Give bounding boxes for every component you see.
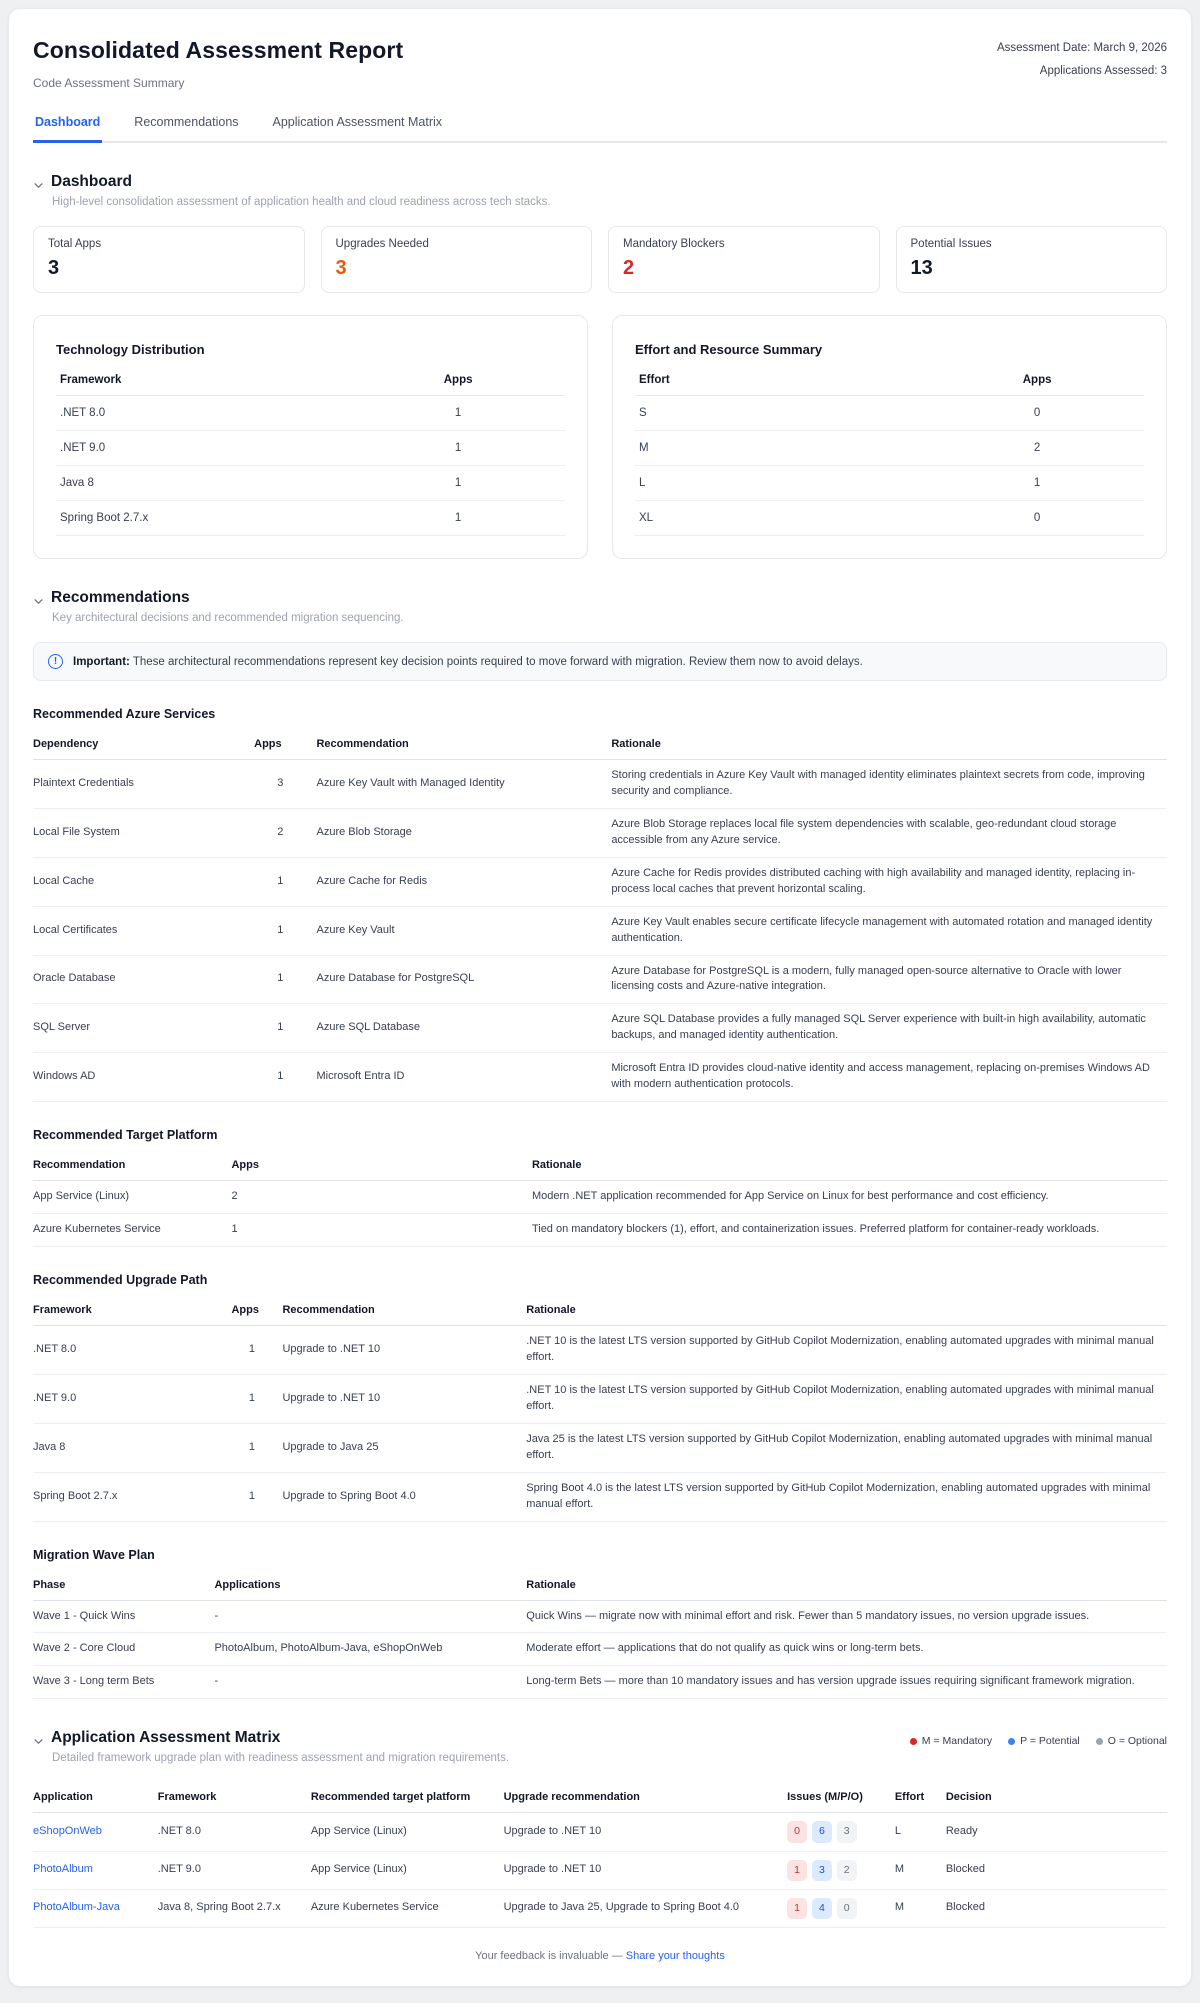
apps-cell: 1 — [254, 1004, 316, 1053]
apps-cell: 3 — [254, 760, 316, 809]
table-row — [56, 501, 565, 536]
table-row — [33, 1666, 1167, 1699]
recommendation-cell: Upgrade to .NET 10 — [282, 1326, 526, 1375]
report-card — [8, 8, 1192, 1987]
framework-cell: .NET 8.0 — [56, 396, 351, 431]
target-platform-table — [33, 1150, 1167, 1247]
framework-cell: .NET 8.0 — [158, 1813, 311, 1851]
upgrade-cell: Upgrade to .NET 10 — [504, 1813, 788, 1851]
table-row — [56, 431, 565, 466]
apps-cell: 1 — [351, 396, 565, 431]
table-row — [33, 906, 1167, 955]
rationale-cell: Long-term Bets — more than 10 mandatory issues and has version upgrade issues requiring significant framework migration. — [526, 1666, 1167, 1699]
recommendation-cell: Azure Key Vault — [316, 906, 611, 955]
issues-cell — [787, 1889, 895, 1927]
dependency-cell: Oracle Database — [33, 955, 254, 1004]
column-header: Dependency — [33, 729, 254, 760]
stat-value: 2 — [623, 257, 635, 279]
column-header: Effort — [895, 1782, 946, 1813]
rationale-cell: Microsoft Entra ID provides cloud-native identity and access management, replacing on-premises Windows AD with modern authentication protocols. — [611, 1053, 1167, 1102]
table-row — [33, 1181, 1167, 1214]
issues-cell — [787, 1813, 895, 1851]
platform-cell: App Service (Linux) — [311, 1851, 504, 1889]
rationale-cell: .NET 10 is the latest LTS version supported by GitHub Copilot Modernization, enabling automated upgrades with minimal manual effort. — [526, 1374, 1167, 1423]
applications-assessed: Applications Assessed: 3 — [1039, 65, 1167, 77]
rationale-cell: Azure Key Vault enables secure certificate lifecycle management with automated rotation and managed identity authentication. — [611, 906, 1167, 955]
recommendations-section-title: Recommendations — [51, 589, 190, 606]
stat-label: Mandatory Blockers — [623, 238, 725, 250]
banner-label: Important: — [73, 655, 130, 668]
column-header: Apps — [254, 729, 316, 760]
stat-label: Total Apps — [48, 238, 102, 250]
framework-cell: Java 8 — [56, 466, 351, 501]
tab-assessment-matrix[interactable]: Application Assessment Matrix — [272, 115, 443, 129]
apps-cell: 1 — [930, 466, 1144, 501]
application-link[interactable]: PhotoAlbum — [33, 1863, 93, 1876]
table-row — [33, 1633, 1167, 1666]
table-row — [33, 1053, 1167, 1102]
technology-distribution-panel — [33, 315, 588, 559]
column-header: Apps — [930, 363, 1144, 396]
table-row — [33, 857, 1167, 906]
recommendation-cell: Azure Key Vault with Managed Identity — [316, 760, 611, 809]
potential-issues-badge: 3 — [812, 1860, 832, 1881]
column-header: Rationale — [611, 729, 1167, 760]
applications-cell: - — [214, 1666, 526, 1699]
mandatory-issues-badge: 1 — [787, 1860, 807, 1881]
column-header: Apps — [231, 1150, 532, 1181]
recommendations-section-header — [33, 589, 1167, 607]
apps-cell: 1 — [351, 466, 565, 501]
column-header: Application — [33, 1782, 158, 1813]
table-row — [33, 1889, 1167, 1927]
table-row — [635, 431, 1144, 466]
decision-cell: Blocked — [946, 1851, 1167, 1889]
column-header: Framework — [33, 1295, 231, 1326]
effort-cell: M — [635, 431, 930, 466]
stat-card — [321, 226, 593, 293]
stat-cards — [33, 226, 1167, 293]
rationale-cell: Azure Cache for Redis provides distributed caching with high availability and managed identity, replacing in-process local caches that prevent horizontal scaling. — [611, 857, 1167, 906]
optional-issues-badge: 3 — [837, 1821, 857, 1842]
effort-cell: L — [895, 1813, 946, 1851]
framework-cell: Spring Boot 2.7.x — [56, 501, 351, 536]
upgrade-cell: Upgrade to .NET 10 — [504, 1851, 788, 1889]
page-subtitle: Code Assessment Summary — [33, 76, 185, 90]
table-row — [33, 1326, 1167, 1375]
recommendation-cell: Upgrade to Java 25 — [282, 1423, 526, 1472]
apps-cell: 2 — [254, 808, 316, 857]
rationale-cell: Spring Boot 4.0 is the latest LTS version supported by GitHub Copilot Modernization, enabling automated upgrades with minimal manual effort. — [526, 1472, 1167, 1521]
apps-cell: 1 — [254, 955, 316, 1004]
platform-cell: App Service (Linux) — [311, 1813, 504, 1851]
table-row — [33, 955, 1167, 1004]
recommendation-cell: App Service (Linux) — [33, 1181, 231, 1214]
tab-bar — [33, 106, 1167, 143]
column-header: Framework — [56, 363, 351, 396]
phase-cell: Wave 3 - Long term Bets — [33, 1666, 214, 1699]
stat-card — [608, 226, 880, 293]
framework-cell: .NET 9.0 — [56, 431, 351, 466]
column-header: Rationale — [526, 1295, 1167, 1326]
apps-cell: 2 — [930, 431, 1144, 466]
table-row — [56, 466, 565, 501]
apps-cell: 1 — [254, 906, 316, 955]
rationale-cell: Java 25 is the latest LTS version supported by GitHub Copilot Modernization, enabling automated upgrades with minimal manual effort. — [526, 1423, 1167, 1472]
dependency-cell: Local Certificates — [33, 906, 254, 955]
column-header: Phase — [33, 1570, 214, 1601]
table-row — [33, 808, 1167, 857]
column-header: Recommendation — [33, 1150, 231, 1181]
feedback-footer — [33, 1928, 1167, 1972]
target-platform-title: Recommended Target Platform — [33, 1128, 218, 1143]
framework-cell: Java 8 — [33, 1423, 231, 1472]
rationale-cell: Modern .NET application recommended for App Service on Linux for best performance and cost efficiency. — [532, 1181, 1167, 1214]
upgrade-cell: Upgrade to Java 25, Upgrade to Spring Boot 4.0 — [504, 1889, 788, 1927]
stat-card — [896, 226, 1168, 293]
framework-cell: .NET 9.0 — [158, 1851, 311, 1889]
potential-issues-badge: 6 — [812, 1821, 832, 1842]
optional-issues-badge: 0 — [837, 1898, 857, 1919]
page-background — [0, 1987, 1200, 2003]
column-header: Recommendation — [282, 1295, 526, 1326]
apps-cell: 1 — [231, 1374, 282, 1423]
column-header: Applications — [214, 1570, 526, 1601]
stat-value: 13 — [910, 257, 933, 279]
tab-dashboard[interactable]: Dashboard — [33, 106, 102, 143]
legend-item — [910, 1735, 992, 1747]
column-header: Upgrade recommendation — [504, 1782, 788, 1813]
column-header: Recommended target platform — [311, 1782, 504, 1813]
table-row — [33, 1851, 1167, 1889]
effort-summary-panel — [612, 315, 1167, 559]
legend-item — [1096, 1735, 1167, 1747]
rationale-cell: .NET 10 is the latest LTS version supported by GitHub Copilot Modernization, enabling automated upgrades with minimal manual effort. — [526, 1326, 1167, 1375]
apps-cell: 1 — [351, 431, 565, 466]
dashboard-section-description: High-level consolidation assessment of application health and cloud readiness across tech stacks. — [52, 196, 551, 208]
dependency-cell: Windows AD — [33, 1053, 254, 1102]
column-header: Issues (M/P/O) — [787, 1782, 895, 1813]
rationale-cell: Storing credentials in Azure Key Vault with managed identity eliminates plaintext secrets from code, improving security and compliance. — [611, 760, 1167, 809]
column-header: Effort — [635, 363, 930, 396]
recommendations-section-description: Key architectural decisions and recommended migration sequencing. — [52, 612, 404, 624]
dependency-cell: Plaintext Credentials — [33, 760, 254, 809]
stat-value: 3 — [48, 257, 60, 279]
apps-cell: 1 — [231, 1423, 282, 1472]
table-row — [635, 396, 1144, 431]
apps-cell: 1 — [231, 1326, 282, 1375]
chevron-down-icon[interactable] — [33, 1736, 44, 1747]
column-header: Rationale — [526, 1570, 1167, 1601]
table-row — [33, 760, 1167, 809]
column-header: Rationale — [532, 1150, 1167, 1181]
table-row — [635, 501, 1144, 536]
feedback-link[interactable]: Share your thoughts — [625, 1949, 725, 1962]
banner-text: Important: These architectural recommendations represent key decision points required to move forward with migration. Review them now to avoid delays. — [73, 655, 863, 668]
column-header: Framework — [158, 1782, 311, 1813]
azure-services-table — [33, 729, 1167, 1102]
legend-label: M = Mandatory — [921, 1735, 993, 1748]
matrix-section-header — [33, 1729, 1167, 1747]
table-row — [33, 1004, 1167, 1053]
effort-cell: L — [635, 466, 930, 501]
dependency-cell: Local Cache — [33, 857, 254, 906]
recommendation-cell: Azure Blob Storage — [316, 808, 611, 857]
important-banner — [33, 642, 1167, 681]
effort-cell: M — [895, 1889, 946, 1927]
potential-issues-badge: 4 — [812, 1898, 832, 1919]
framework-cell: .NET 8.0 — [33, 1326, 231, 1375]
chevron-down-icon[interactable] — [33, 596, 44, 607]
apps-cell: 1 — [231, 1472, 282, 1521]
rationale-cell: Azure SQL Database provides a fully managed SQL Server experience with built-in high availability, automatic backups, and managed identity authentication. — [611, 1004, 1167, 1053]
rationale-cell: Moderate effort — applications that do not qualify as quick wins or long-term bets. — [526, 1633, 1167, 1666]
info-icon: ! — [48, 654, 63, 669]
dependency-cell: Local File System — [33, 808, 254, 857]
application-link[interactable]: PhotoAlbum-Java — [33, 1901, 120, 1914]
effort-cell: XL — [635, 501, 930, 536]
upgrade-path-table — [33, 1295, 1167, 1522]
rationale-cell: Azure Database for PostgreSQL is a modern, fully managed open-source alternative to Oracle with lower licensing costs and Azure-native integration. — [611, 955, 1167, 1004]
decision-cell: Ready — [946, 1813, 1167, 1851]
platform-cell: Azure Kubernetes Service — [311, 1889, 504, 1927]
column-header: Recommendation — [316, 729, 611, 760]
dashboard-section-title: Dashboard — [51, 173, 132, 190]
wave-plan-table — [33, 1570, 1167, 1700]
apps-cell: 0 — [930, 396, 1144, 431]
table-row — [33, 1813, 1167, 1851]
apps-cell: 1 — [231, 1214, 532, 1247]
recommendation-cell: Microsoft Entra ID — [316, 1053, 611, 1102]
recommendation-cell: Upgrade to Spring Boot 4.0 — [282, 1472, 526, 1521]
applications-cell: - — [214, 1600, 526, 1633]
panel-title: Effort and Resource Summary — [635, 342, 823, 357]
tab-recommendations[interactable]: Recommendations — [134, 115, 239, 129]
stat-value: 3 — [335, 257, 347, 279]
apps-cell: 0 — [930, 501, 1144, 536]
apps-cell: 1 — [351, 501, 565, 536]
legend-dot-icon — [1008, 1738, 1015, 1745]
stat-card — [33, 226, 305, 293]
dependency-cell: SQL Server — [33, 1004, 254, 1053]
recommendation-cell: Azure Kubernetes Service — [33, 1214, 231, 1247]
page-title: Consolidated Assessment Report — [33, 37, 404, 63]
decision-cell: Blocked — [946, 1889, 1167, 1927]
effort-cell: M — [895, 1851, 946, 1889]
phase-cell: Wave 1 - Quick Wins — [33, 1600, 214, 1633]
report-header — [33, 37, 1167, 90]
apps-cell: 1 — [254, 857, 316, 906]
rationale-cell: Tied on mandatory blockers (1), effort, and containerization issues. Preferred platform for container-ready workloads. — [532, 1214, 1167, 1247]
panel-title: Technology Distribution — [56, 342, 205, 357]
framework-cell: .NET 9.0 — [33, 1374, 231, 1423]
stat-label: Potential Issues — [910, 238, 992, 250]
column-header: Apps — [351, 363, 565, 396]
rationale-cell: Quick Wins — migrate now with minimal effort and risk. Fewer than 5 mandatory issues, no version upgrade issues. — [526, 1600, 1167, 1633]
apps-cell: 1 — [254, 1053, 316, 1102]
table-row — [33, 1423, 1167, 1472]
application-link[interactable]: eShopOnWeb — [33, 1824, 102, 1837]
legend-dot-icon — [910, 1738, 917, 1745]
table-row — [33, 1600, 1167, 1633]
framework-cell: Java 8, Spring Boot 2.7.x — [158, 1889, 311, 1927]
dashboard-section-header — [33, 173, 1167, 191]
chevron-down-icon[interactable] — [33, 180, 44, 191]
column-header: Decision — [946, 1782, 1167, 1813]
recommendation-cell: Azure Database for PostgreSQL — [316, 955, 611, 1004]
feedback-text: Your feedback is invaluable — — [475, 1949, 623, 1962]
azure-services-title: Recommended Azure Services — [33, 707, 216, 721]
legend-dot-icon — [1096, 1738, 1103, 1745]
table-row — [33, 1374, 1167, 1423]
matrix-section-description: Detailed framework upgrade plan with readiness assessment and migration requirements. — [52, 1752, 510, 1765]
apps-cell: 2 — [231, 1181, 532, 1214]
assessment-matrix-table — [33, 1782, 1167, 1928]
phase-cell: Wave 2 - Core Cloud — [33, 1633, 214, 1666]
effort-cell: S — [635, 396, 930, 431]
wave-plan-title: Migration Wave Plan — [33, 1547, 155, 1562]
mandatory-issues-badge: 0 — [787, 1821, 807, 1842]
framework-cell: Spring Boot 2.7.x — [33, 1472, 231, 1521]
recommendation-cell: Azure SQL Database — [316, 1004, 611, 1053]
upgrade-path-title: Recommended Upgrade Path — [33, 1273, 208, 1287]
issues-legend — [910, 1729, 1167, 1747]
optional-issues-badge: 2 — [837, 1860, 857, 1881]
recommendation-cell: Azure Cache for Redis — [316, 857, 611, 906]
table-row — [33, 1214, 1167, 1247]
applications-cell: PhotoAlbum, PhotoAlbum-Java, eShopOnWeb — [214, 1633, 526, 1666]
stat-label: Upgrades Needed — [335, 238, 429, 250]
assessment-date: Assessment Date: March 9, 2026 — [996, 42, 1167, 54]
legend-label: O = Optional — [1107, 1735, 1167, 1748]
matrix-section-title: Application Assessment Matrix — [51, 1729, 281, 1747]
rationale-cell: Azure Blob Storage replaces local file system dependencies with scalable, geo-redundant cloud storage accessible from any Azure service. — [611, 808, 1167, 857]
mandatory-issues-badge: 1 — [787, 1898, 807, 1919]
table-row — [635, 466, 1144, 501]
legend-item — [1008, 1735, 1080, 1747]
column-header: Apps — [231, 1295, 282, 1326]
issues-cell — [787, 1851, 895, 1889]
legend-label: P = Potential — [1020, 1735, 1080, 1748]
recommendation-cell: Upgrade to .NET 10 — [282, 1374, 526, 1423]
table-row — [56, 396, 565, 431]
table-row — [33, 1472, 1167, 1521]
